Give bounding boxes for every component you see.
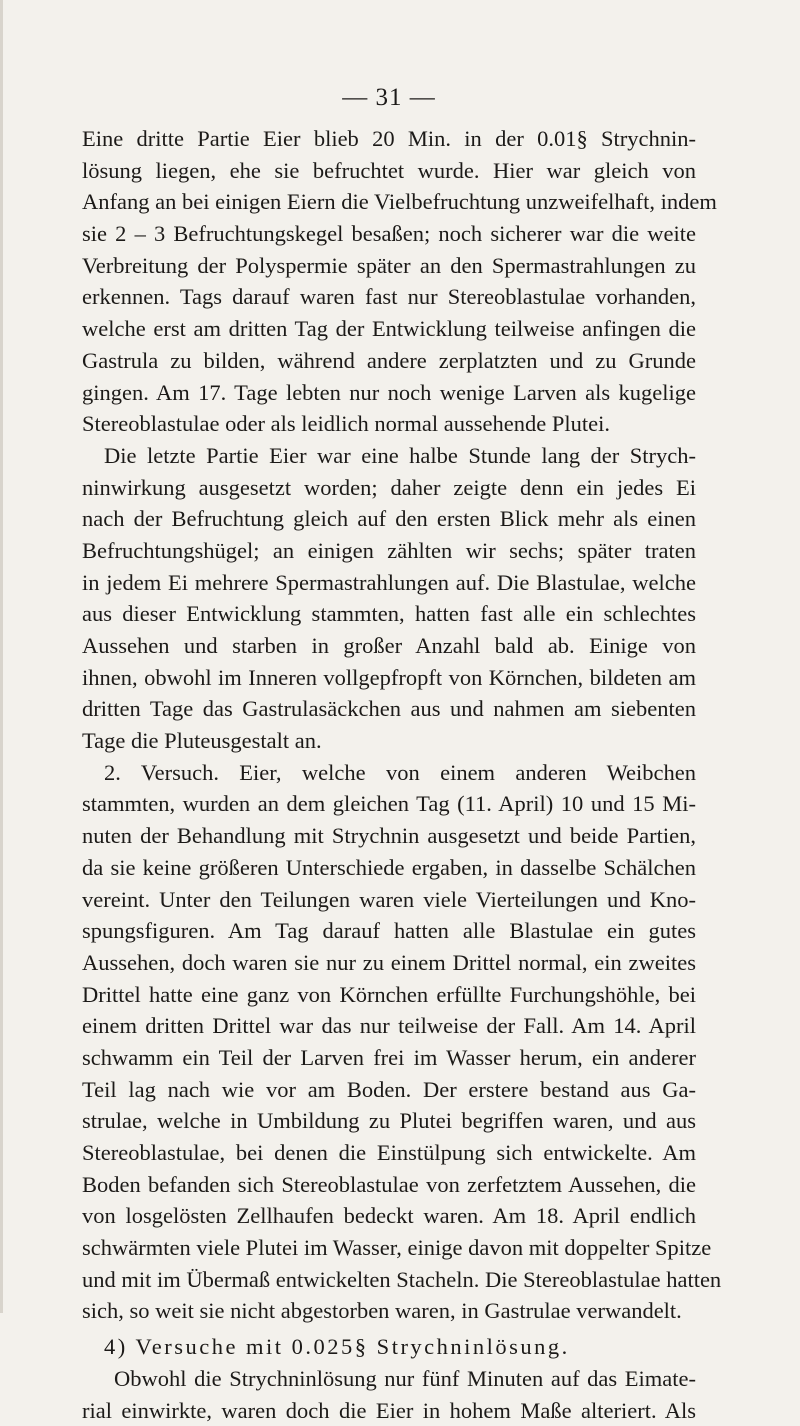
text-line: 2. Versuch. Eier, welche von einem anderen Weibchen	[82, 757, 696, 789]
text-line: Verbreitung der Polyspermie später an den Spermastrahlungen zu	[82, 250, 696, 282]
text-line: welche erst am dritten Tag der Entwicklung teilweise anfingen die	[82, 313, 696, 345]
text-line: Eine dritte Partie Eier blieb 20 Min. in der 0.01§ Strychnin-	[82, 123, 696, 155]
text-line: ihnen, obwohl im Inneren vollgepfropft von Körnchen, bildeten am	[82, 662, 696, 694]
text-line: strulae, welche in Umbildung zu Plutei begriffen waren, und aus	[82, 1105, 696, 1137]
text-line: Aussehen und starben in großer Anzahl bald ab. Einige von	[82, 630, 696, 662]
text-line: Teil lag nach wie vor am Boden. Der erstere bestand aus Ga-	[82, 1074, 696, 1106]
text-line: erkennen. Tags darauf waren fast nur Stereoblastulae vorhanden,	[82, 281, 696, 313]
text-line: nach der Befruchtung gleich auf den ersten Blick mehr als einen	[82, 503, 696, 535]
text-line: ninwirkung ausgesetzt worden; daher zeigte denn ein jedes Ei	[82, 472, 696, 504]
text-line: schwamm ein Teil der Larven frei im Wasser herum, ein anderer	[82, 1042, 696, 1074]
text-line: Die letzte Partie Eier war eine halbe Stunde lang der Strych-	[82, 440, 696, 472]
text-line: Tage die Pluteusgestalt an.	[82, 725, 696, 757]
text-line: und mit im Übermaß entwickelten Stacheln. Die Stereoblastulae hatten	[82, 1264, 696, 1296]
text-line: rial einwirkte, waren doch die Eier in hohem Maße alteriert. Als	[82, 1395, 696, 1426]
text-line: Boden befanden sich Stereoblastulae von zerfetztem Aussehen, die	[82, 1169, 696, 1201]
text-line: Stereoblastulae oder als leidlich normal aussehende Plutei.	[82, 408, 696, 440]
text-line: sie 2 – 3 Befruchtungskegel besaßen; noch sicherer war die weite	[82, 218, 696, 250]
text-line: Aussehen, doch waren sie nur zu einem Drittel normal, ein zweites	[82, 947, 696, 979]
text-line: von losgelösten Zellhaufen bedeckt waren. Am 18. April endlich	[82, 1200, 696, 1232]
text-line: gingen. Am 17. Tage lebten nur noch wenige Larven als kugelige	[82, 377, 696, 409]
text-line: stammten, wurden an dem gleichen Tag (11. April) 10 und 15 Mi-	[82, 788, 696, 820]
text-line: sich, so weit sie nicht abgestorben waren, in Gastrulae verwandelt.	[82, 1295, 696, 1327]
page-number: — 31 —	[82, 78, 696, 118]
text-line: Drittel hatte eine ganz von Körnchen erfüllte Furchungshöhle, bei	[82, 979, 696, 1011]
text-line: vereint. Unter den Teilungen waren viele Vierteilungen und Kno-	[82, 884, 696, 916]
text-line: nuten der Behandlung mit Strychnin ausgesetzt und beide Partien,	[82, 820, 696, 852]
page-edge	[0, 0, 3, 1313]
text-line: dritten Tage das Gastrulasäckchen aus und nahmen am siebenten	[82, 693, 696, 725]
text-line: in jedem Ei mehrere Spermastrahlungen auf. Die Blastulae, welche	[82, 567, 696, 599]
section-heading: 4) Versuche mit 0.025§ Strychninlösung.	[82, 1331, 696, 1363]
book-page	[82, 78, 696, 1426]
text-line: Befruchtungshügel; an einigen zählten wir sechs; später traten	[82, 535, 696, 567]
text-line: Gastrula zu bilden, während andere zerplatzten und zu Grunde	[82, 345, 696, 377]
text-line: Anfang an bei einigen Eiern die Vielbefruchtung unzweifelhaft, indem	[82, 186, 696, 218]
text-line: lösung liegen, ehe sie befruchtet wurde. Hier war gleich von	[82, 155, 696, 187]
body-text	[82, 123, 696, 1426]
text-line: einem dritten Drittel war das nur teilweise der Fall. Am 14. April	[82, 1010, 696, 1042]
text-line: da sie keine größeren Unterschiede ergaben, in dasselbe Schälchen	[82, 852, 696, 884]
text-line: Obwohl die Strychninlösung nur fünf Minuten auf das Eimate-	[82, 1363, 696, 1395]
text-line: schwärmten viele Plutei im Wasser, einige davon mit doppelter Spitze	[82, 1232, 696, 1264]
text-line: aus dieser Entwicklung stammten, hatten fast alle ein schlechtes	[82, 598, 696, 630]
text-line: spungsfiguren. Am Tag darauf hatten alle Blastulae ein gutes	[82, 915, 696, 947]
text-line: Stereoblastulae, bei denen die Einstülpung sich entwickelte. Am	[82, 1137, 696, 1169]
